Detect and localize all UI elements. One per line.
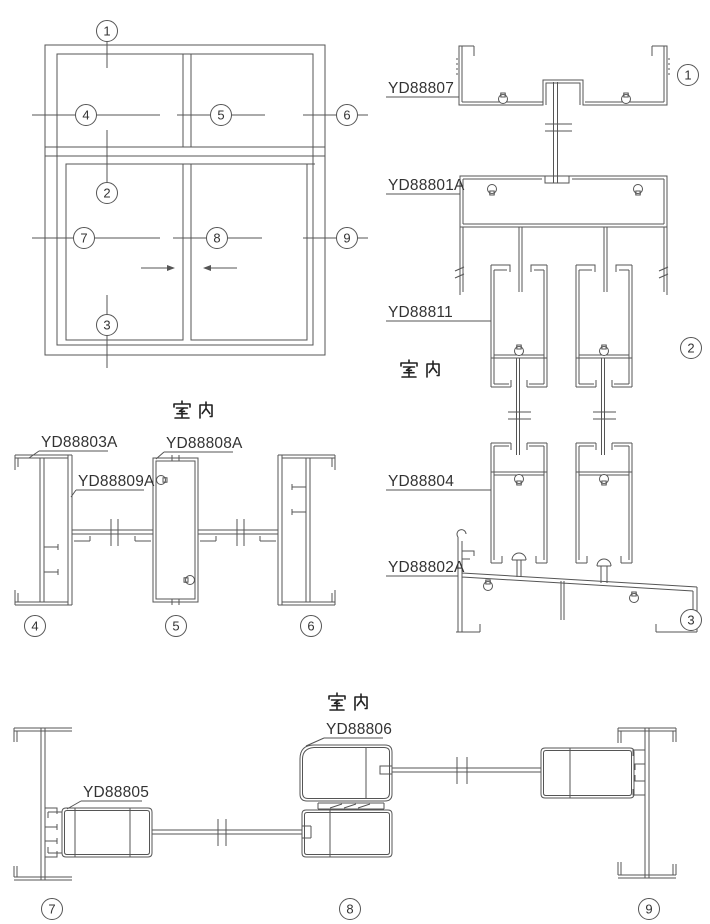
part-label-top-track [386, 177, 465, 194]
callout-7-section [42, 899, 63, 920]
svg-text:6: 6 [307, 618, 315, 634]
glass-line-4-5 [72, 519, 153, 546]
svg-text:1: 1 [684, 67, 692, 83]
svg-text:4: 4 [31, 618, 39, 634]
svg-text:YD88807: YD88807 [388, 80, 455, 97]
leader-line [71, 490, 144, 497]
callout-2-elev [97, 183, 118, 204]
svg-text:YD88802A: YD88802A [388, 559, 465, 576]
window-outer-frame [45, 45, 325, 355]
svg-text:YD88809A: YD88809A [78, 473, 155, 490]
glass-line-5-6 [198, 519, 278, 546]
glass-line-7-8 [152, 819, 302, 846]
callout-3-elev [97, 315, 118, 336]
right-sash [191, 164, 307, 340]
bottom-left-jamb-profile [14, 728, 72, 880]
sash-stile-profile [48, 808, 152, 857]
part-label-sash-top-rail [386, 304, 491, 321]
part-label-sash-bottom-rail [386, 473, 491, 490]
svg-text:4: 4 [82, 107, 90, 123]
svg-text:9: 9 [343, 230, 351, 246]
callout-4-section [25, 616, 46, 637]
right-sash-stile-profile [541, 748, 634, 798]
right-jamb-profile [278, 455, 335, 605]
part-label-meeting-stile [306, 721, 392, 746]
top-track-profile [455, 176, 668, 295]
svg-text:3: 3 [103, 317, 111, 333]
sash-bottom-rail-right [576, 443, 632, 583]
svg-text:YD88806: YD88806 [326, 721, 393, 738]
glass-line-8-9 [392, 757, 541, 784]
head-frame-profile [457, 46, 669, 183]
svg-text:2: 2 [687, 340, 695, 356]
callout-5-section [166, 616, 187, 637]
interlock-detail [318, 803, 384, 809]
center-mullion-profile [153, 455, 198, 605]
part-label-glazing-bead [71, 473, 155, 497]
indoor-label-bottom [329, 693, 367, 710]
glass-stem [545, 82, 572, 183]
svg-text:9: 9 [645, 901, 653, 917]
svg-text:6: 6 [343, 107, 351, 123]
callout-8-elev [207, 228, 228, 249]
callout-4-elev [76, 105, 97, 126]
callout-9-elev [337, 228, 358, 249]
svg-text:YD88804: YD88804 [388, 473, 455, 490]
elevation-view [32, 21, 368, 369]
svg-text:YD88808A: YD88808A [166, 435, 243, 452]
svg-text:YD88803A: YD88803A [41, 434, 118, 451]
sill-rail [597, 559, 611, 583]
indoor-label-right [401, 360, 439, 377]
svg-text:YD88811: YD88811 [388, 304, 453, 321]
callout-1-section [678, 65, 699, 86]
callout-leaders [32, 42, 368, 368]
part-label-sill [386, 559, 465, 576]
callout-6-elev [337, 105, 358, 126]
callout-2-section [681, 338, 702, 359]
sill-rail [512, 553, 526, 577]
glass-stem [593, 358, 616, 455]
callout-8-section [340, 899, 361, 920]
svg-text:5: 5 [217, 107, 225, 123]
horizontal-section-lower [14, 693, 676, 920]
left-sash [66, 164, 183, 340]
svg-text:3: 3 [687, 612, 695, 628]
svg-text:7: 7 [48, 901, 56, 917]
left-jamb-profile [15, 455, 72, 605]
upper-mullion [183, 54, 191, 147]
window-inner-frame [57, 54, 313, 345]
callout-1-elev [97, 21, 118, 42]
svg-text:7: 7 [80, 230, 88, 246]
meeting-stile-upper-profile [300, 745, 392, 801]
part-label-left-jamb [29, 434, 118, 458]
slide-direction-arrows [141, 265, 237, 271]
svg-text:5: 5 [172, 618, 180, 634]
part-label-center-mullion [156, 435, 243, 459]
sash-top-rail-left [491, 265, 547, 455]
callout-7-elev [74, 228, 95, 249]
vertical-section [386, 46, 702, 632]
svg-text:8: 8 [346, 901, 354, 917]
callout-5-elev [211, 105, 232, 126]
svg-text:YD88805: YD88805 [83, 784, 150, 801]
transom [45, 147, 325, 156]
horizontal-section-upper [15, 401, 335, 637]
part-label-head-frame [386, 80, 459, 97]
meeting-stile-lower-profile [302, 810, 392, 857]
callout-6-section [301, 616, 322, 637]
svg-text:YD88801A: YD88801A [388, 177, 465, 194]
callout-9-section [639, 899, 660, 920]
indoor-label-middle [174, 401, 212, 418]
svg-text:2: 2 [103, 185, 111, 201]
svg-text:1: 1 [103, 23, 111, 39]
sash-top-rail-right [576, 265, 632, 455]
sash-bottom-rail-left [491, 443, 547, 577]
glass-stem [508, 358, 531, 455]
callout-3-section [681, 610, 702, 631]
part-label-sash-stile [67, 784, 149, 809]
svg-text:8: 8 [213, 230, 221, 246]
